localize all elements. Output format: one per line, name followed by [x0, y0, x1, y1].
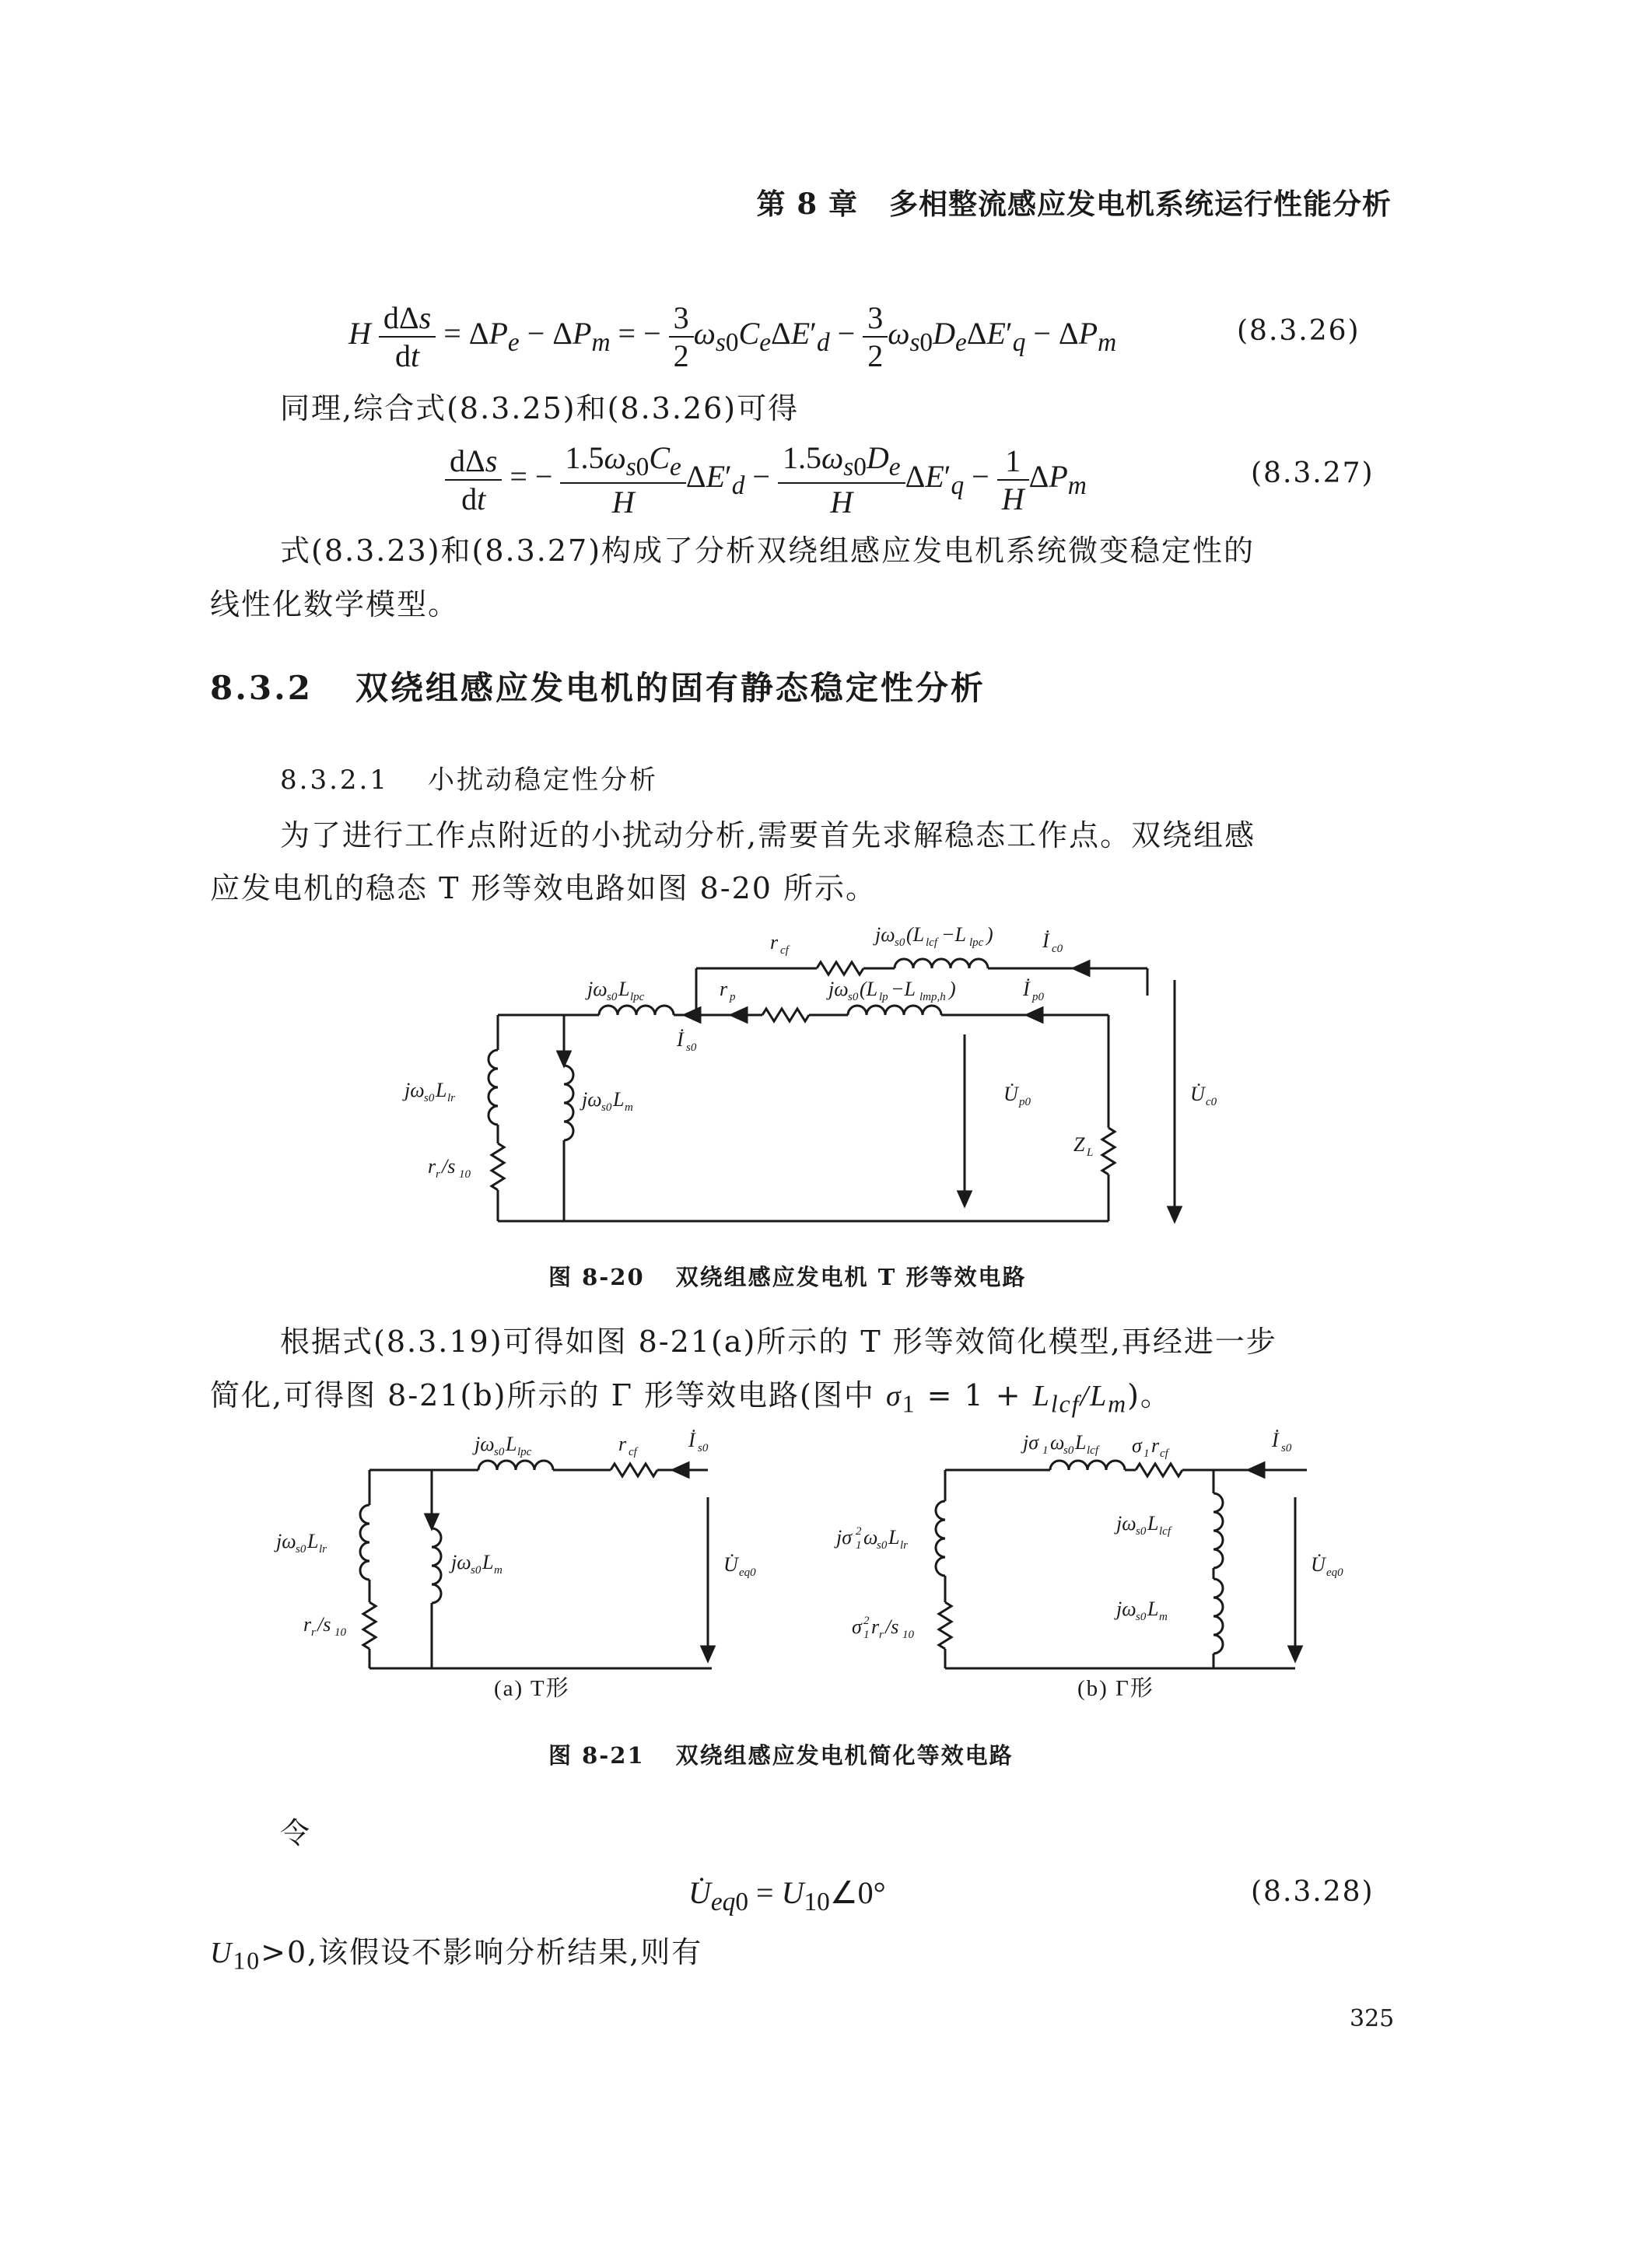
- svg-text:r: r: [1151, 1434, 1160, 1457]
- equation-number-8-3-26: (8.3.26): [1237, 315, 1361, 347]
- paragraph-tongli: 同理,综合式(8.3.25)和(8.3.26)可得: [280, 391, 800, 425]
- svg-text:L: L: [888, 1526, 900, 1549]
- svg-text:2: 2: [856, 1525, 862, 1538]
- svg-text:−L: −L: [891, 978, 916, 1000]
- svg-text:m: m: [1159, 1611, 1168, 1623]
- figure-8-21b-label: (b) Γ形: [1077, 1676, 1154, 1701]
- svg-text:L: L: [482, 1551, 494, 1573]
- svg-text:10: 10: [334, 1626, 346, 1639]
- figure-8-21-number: 图 8-21: [548, 1742, 645, 1769]
- svg-text:cf: cf: [1160, 1447, 1168, 1460]
- svg-text:s0: s0: [471, 1564, 482, 1577]
- svg-text:İ: İ: [1042, 929, 1049, 952]
- section-number: 8.3.2: [210, 669, 313, 707]
- svg-text:p0: p0: [1032, 991, 1044, 1003]
- svg-text:s0: s0: [895, 936, 905, 949]
- svg-text:p0: p0: [1019, 1096, 1031, 1108]
- equation-8-3-27: $\frac{\text{dΔs}}{dt}$ = − $\frac{1.5\omega_{s0}C_e}{H}$ $\Delta E'_d$ − $\frac{1.5\omega_{s0}D_e}{H}$ $\Delta E'_q$ − $\frac{1}{H}$ $\Delta P_m$: [445, 439, 1087, 520]
- svg-text:r: r: [618, 1433, 627, 1455]
- svg-text:s0: s0: [424, 1092, 435, 1104]
- svg-text:(L: (L: [860, 978, 878, 1000]
- figure-8-20-caption: [548, 1260, 1026, 1292]
- svg-text:İ: İ: [1272, 1429, 1279, 1451]
- svg-text:L: L: [1087, 1146, 1094, 1159]
- svg-text:jσ: jσ: [836, 1526, 853, 1549]
- svg-text:1: 1: [863, 1629, 870, 1641]
- equation-8-3-28: $U̇_{eq0}$ = $U_{10}\angle 0^\circ$: [688, 1875, 886, 1916]
- svg-text:r: r: [879, 1629, 884, 1641]
- svg-text:s0: s0: [601, 1101, 612, 1114]
- svg-text:s0: s0: [296, 1543, 306, 1556]
- svg-text:−L: −L: [941, 923, 967, 946]
- svg-text:m: m: [494, 1564, 503, 1577]
- page-number: 325: [1350, 2005, 1395, 2032]
- figure-8-20-circuit: [389, 910, 1229, 1237]
- svg-text:/s: /s: [442, 1155, 456, 1178]
- svg-text:jω: jω: [475, 1433, 495, 1455]
- svg-text:jω: jω: [582, 1088, 602, 1111]
- svg-text:1: 1: [856, 1539, 862, 1552]
- svg-text:L: L: [506, 1433, 517, 1455]
- svg-text:s0: s0: [848, 991, 859, 1003]
- svg-text:p: p: [730, 991, 736, 1003]
- svg-text:r: r: [436, 1168, 440, 1181]
- subsection-number: 8.3.2.1: [280, 765, 389, 796]
- svg-text:): ): [949, 978, 956, 1000]
- svg-text:c0: c0: [1206, 1096, 1217, 1108]
- svg-text:r: r: [311, 1626, 316, 1639]
- svg-text:lpc: lpc: [630, 991, 645, 1003]
- svg-text:ω: ω: [863, 1526, 878, 1549]
- svg-text:lp: lp: [879, 991, 888, 1003]
- svg-text:lr: lr: [447, 1092, 456, 1104]
- svg-text:L: L: [1147, 1598, 1159, 1620]
- svg-text:lr: lr: [319, 1543, 327, 1556]
- paragraph-last-text: >0,该假设不影响分析结果,则有: [261, 1935, 703, 1969]
- figure-8-21a-circuit: [276, 1429, 756, 1684]
- subsection-title: 小扰动稳定性分析: [427, 765, 658, 796]
- svg-text:jω: jω: [451, 1551, 471, 1573]
- svg-text:r: r: [428, 1155, 436, 1178]
- svg-text:jω: jω: [828, 978, 849, 1000]
- chapter-number: 第 8 章: [756, 187, 858, 221]
- svg-text:1: 1: [1143, 1447, 1150, 1460]
- paragraph-general-line-2: 简化,可得图 8-21(b)所示的 Γ 形等效电路(图中 $\sigma_1 = 1 + L_{lcf}/L_m$)。: [210, 1378, 1171, 1418]
- svg-text:cf: cf: [629, 1446, 637, 1458]
- figure-8-21b-circuit: [825, 1429, 1343, 1684]
- svg-text:s0: s0: [686, 1041, 697, 1054]
- svg-text:r: r: [770, 931, 779, 954]
- svg-text:s0: s0: [1136, 1525, 1147, 1538]
- svg-text:10: 10: [902, 1629, 914, 1641]
- section-title: 双绕组感应发电机的固有静态稳定性分析: [355, 669, 986, 707]
- svg-text:lpc: lpc: [969, 936, 984, 949]
- svg-text:İ: İ: [677, 1028, 684, 1051]
- equation-8-3-26: H $\frac{\text{dΔs}}{dt}$ = $\Delta P_e - \Delta P_m$ = − $\frac{3}{2}$ $\omega_{s0}C_e\Delta E'_d$ − $\frac{3}{2}$ $\omega_{s0}D_e\Delta E'_q - \Delta P_m$: [348, 300, 1117, 373]
- paragraph-intro-line-2: 应发电机的稳态 T 形等效电路如图 8-20 所示。: [210, 871, 877, 905]
- svg-text:İ: İ: [688, 1429, 695, 1451]
- svg-text:m: m: [625, 1101, 633, 1114]
- figure-8-20-number: 图 8-20: [548, 1264, 645, 1290]
- svg-text:lcf: lcf: [1087, 1444, 1098, 1457]
- svg-text:L: L: [436, 1079, 447, 1101]
- svg-text:jω: jω: [1116, 1512, 1136, 1535]
- svg-text:U̇: U̇: [1190, 1083, 1205, 1105]
- svg-text:jω: jω: [404, 1079, 425, 1101]
- svg-text:s0: s0: [1281, 1442, 1292, 1454]
- svg-text:L: L: [618, 978, 630, 1000]
- svg-text:jω: jω: [587, 978, 608, 1000]
- svg-text:/s: /s: [317, 1613, 331, 1636]
- svg-text:r: r: [303, 1613, 312, 1636]
- paragraph-general-line-1: 根据式(8.3.19)可得如图 8-21(a)所示的 T 形等效简化模型,再经进一步: [280, 1325, 1277, 1359]
- svg-text:): ): [986, 923, 993, 946]
- svg-text:σ: σ: [852, 1615, 862, 1638]
- svg-text:L: L: [1147, 1512, 1159, 1535]
- svg-text:U̇: U̇: [1311, 1553, 1326, 1576]
- section-heading: [210, 663, 986, 709]
- svg-text:lcf: lcf: [926, 936, 937, 949]
- paragraph-last: $U_{10}>0$,该假设不影响分析结果,则有: [210, 1935, 703, 1975]
- figure-8-21-title: 双绕组感应发电机简化等效电路: [675, 1742, 1014, 1769]
- svg-text:/s: /s: [885, 1615, 899, 1638]
- svg-text:U̇: U̇: [1003, 1083, 1018, 1105]
- equation-number-8-3-27: (8.3.27): [1251, 457, 1375, 489]
- chapter-title: 多相整流感应发电机系统运行性能分析: [889, 187, 1392, 221]
- svg-text:1: 1: [1042, 1444, 1049, 1457]
- svg-text:lcf: lcf: [1159, 1525, 1171, 1538]
- svg-text:σ: σ: [1132, 1434, 1142, 1457]
- svg-text:(L: (L: [906, 923, 925, 946]
- subsection-heading: [280, 758, 658, 796]
- svg-text:U̇: U̇: [723, 1553, 738, 1576]
- svg-text:L: L: [613, 1088, 625, 1111]
- figure-8-21-caption: [548, 1738, 1014, 1770]
- svg-text:lmp,h: lmp,h: [919, 991, 946, 1003]
- figure-8-21a-label: (a) T形: [494, 1676, 570, 1701]
- running-header: [756, 180, 1392, 222]
- svg-text:cf: cf: [780, 944, 789, 957]
- svg-text:r: r: [720, 978, 728, 1000]
- paragraph-general-line-2-pre: 简化,可得图 8-21(b)所示的 Γ 形等效电路(图中: [210, 1378, 875, 1412]
- svg-text:jω: jω: [1116, 1598, 1136, 1620]
- paragraph-intro-line-1: 为了进行工作点附近的小扰动分析,需要首先求解稳态工作点。双绕组感: [280, 818, 1256, 852]
- svg-text:s0: s0: [1063, 1444, 1074, 1457]
- svg-text:eq0: eq0: [739, 1566, 756, 1579]
- svg-text:İ: İ: [1023, 978, 1030, 1000]
- equation-number-8-3-28: (8.3.28): [1251, 1876, 1375, 1908]
- svg-text:lr: lr: [900, 1539, 909, 1552]
- svg-text:c0: c0: [1052, 943, 1063, 955]
- svg-text:L: L: [1075, 1431, 1087, 1454]
- svg-text:10: 10: [459, 1168, 471, 1181]
- paragraph-model-line-1: 式(8.3.23)和(8.3.27)构成了分析双绕组感应发电机系统微变稳定性的: [280, 534, 1256, 568]
- svg-text:2: 2: [863, 1615, 870, 1627]
- svg-text:L: L: [307, 1530, 319, 1552]
- svg-text:lpc: lpc: [517, 1446, 532, 1458]
- paragraph-general-line-2-post: )。: [1127, 1378, 1171, 1412]
- svg-text:s0: s0: [877, 1539, 888, 1552]
- paragraph-model-line-2: 线性化数学模型。: [210, 587, 460, 621]
- svg-text:eq0: eq0: [1326, 1566, 1343, 1579]
- svg-text:s0: s0: [494, 1446, 505, 1458]
- svg-text:jω: jω: [276, 1530, 296, 1552]
- svg-text:s0: s0: [607, 991, 618, 1003]
- paragraph-ling: 令: [280, 1816, 312, 1850]
- svg-text:Z: Z: [1073, 1133, 1085, 1156]
- svg-text:jσ: jσ: [1023, 1431, 1039, 1454]
- svg-text:s0: s0: [698, 1442, 709, 1454]
- svg-text:jω: jω: [875, 923, 895, 946]
- svg-text:r: r: [871, 1615, 880, 1638]
- svg-text:ω: ω: [1050, 1431, 1065, 1454]
- figure-8-20-title: 双绕组感应发电机 T 形等效电路: [675, 1264, 1027, 1290]
- svg-text:s0: s0: [1136, 1611, 1147, 1623]
